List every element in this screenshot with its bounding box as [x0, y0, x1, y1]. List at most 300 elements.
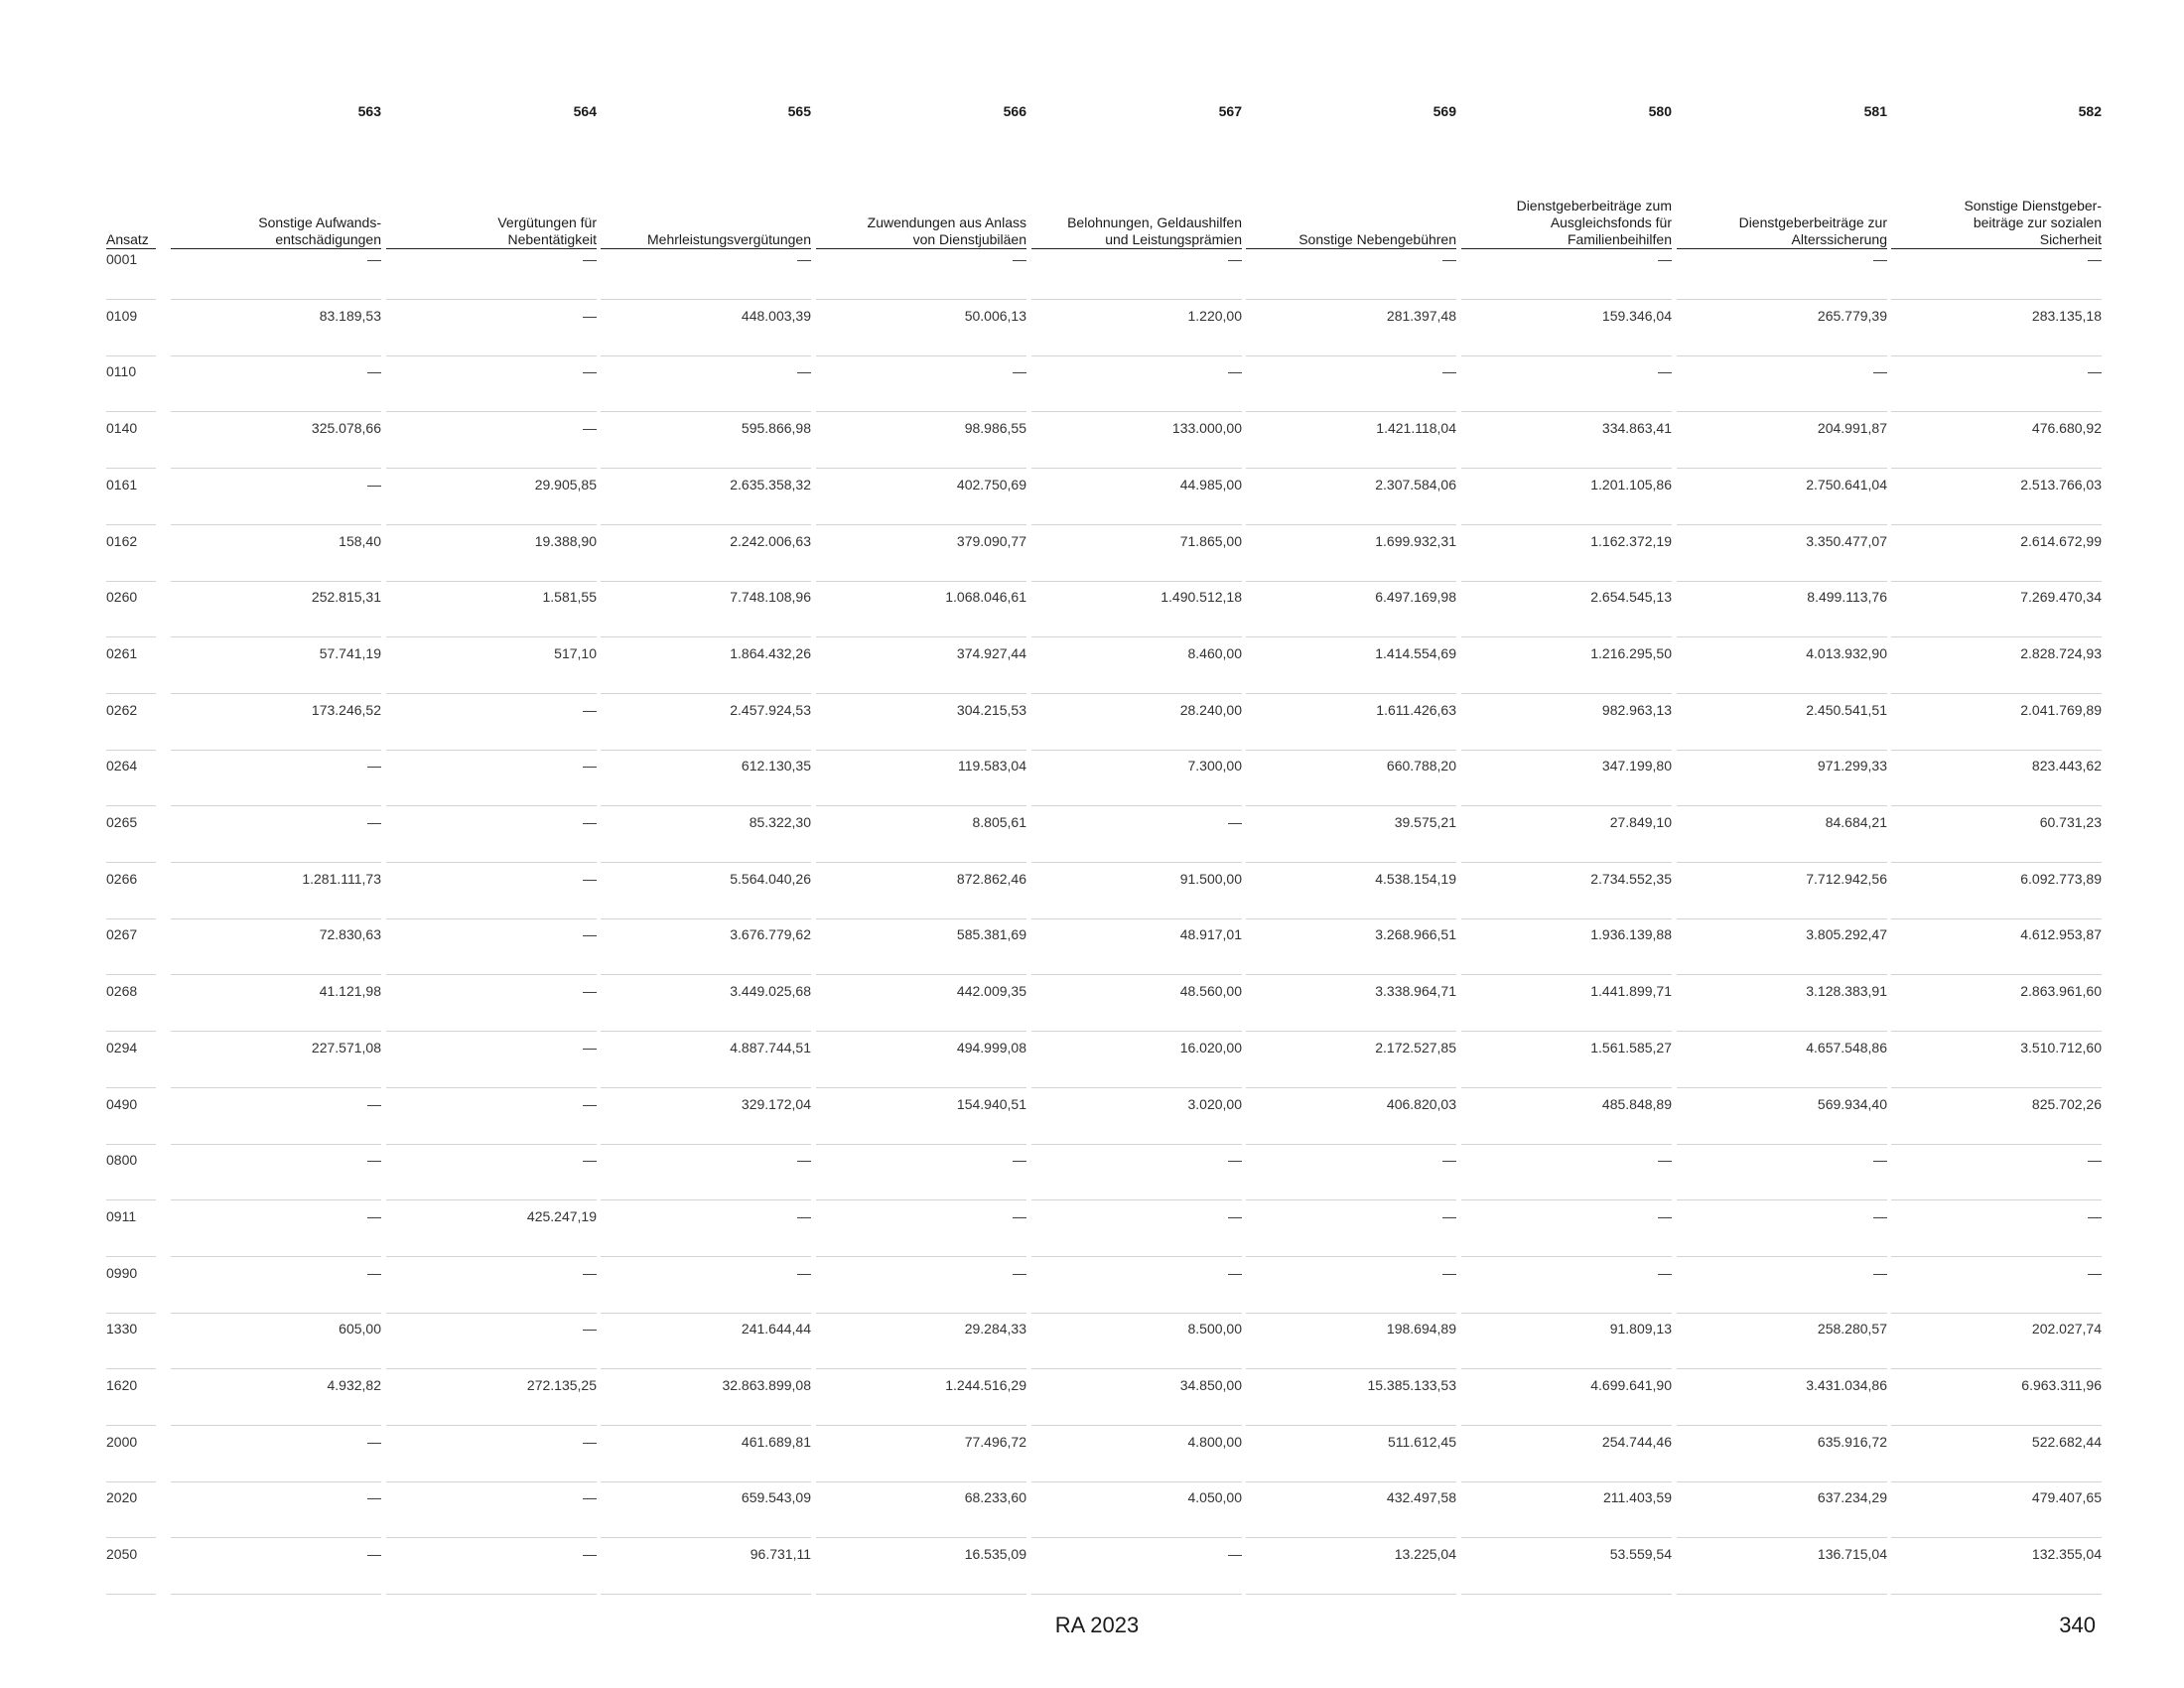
value-cell: 16.535,09: [964, 1546, 1026, 1563]
value-cell: —: [367, 814, 381, 830]
row-separator: [1246, 355, 1456, 356]
value-cell: 334.863,41: [1601, 420, 1672, 437]
value-cell: —: [1228, 1207, 1242, 1224]
table-row: [0, 1489, 2184, 1545]
column-code: 567: [1218, 103, 1242, 119]
value-cell: 494.999,08: [956, 1039, 1026, 1055]
column-header-line: von Dienstjubiläen: [912, 231, 1026, 247]
value-cell: 325.078,66: [311, 420, 381, 437]
row-separator: [106, 355, 156, 356]
row-separator: [171, 411, 381, 412]
value-cell: 13.225,04: [1394, 1546, 1456, 1563]
row-separator: [601, 1031, 811, 1032]
header-rule: [1891, 248, 2102, 249]
row-separator: [601, 1144, 811, 1145]
ansatz-cell: 0262: [106, 701, 138, 718]
row-separator: [171, 1144, 381, 1145]
value-cell: 5.564.040,26: [730, 870, 811, 887]
row-separator: [1246, 581, 1456, 582]
value-cell: —: [367, 251, 381, 267]
page-footer: [0, 1613, 2184, 1648]
value-cell: 32.863.899,08: [722, 1377, 811, 1393]
value-cell: 1.699.932,31: [1375, 532, 1456, 549]
value-cell: 4.612.953,87: [2020, 926, 2102, 943]
row-separator: [386, 468, 597, 469]
value-cell: —: [583, 251, 597, 267]
row-separator: [1031, 974, 1242, 975]
ansatz-cell: 0266: [106, 870, 138, 887]
row-separator: [1891, 468, 2102, 469]
row-separator: [1677, 524, 1887, 525]
row-separator: [601, 636, 811, 637]
row-separator: [1246, 1199, 1456, 1200]
column-header-line: Ausgleichsfonds für: [1550, 214, 1672, 230]
row-separator: [1677, 1594, 1887, 1595]
row-separator: [106, 581, 156, 582]
table-row: [0, 814, 2184, 870]
row-separator: [816, 411, 1026, 412]
header-rule: [106, 248, 156, 249]
row-separator: [171, 693, 381, 694]
column-header-line: Vergütungen für: [497, 214, 597, 230]
row-separator: [1246, 862, 1456, 863]
row-separator: [1891, 974, 2102, 975]
value-cell: —: [583, 758, 597, 774]
table-row: [0, 926, 2184, 982]
value-cell: 8.499.113,76: [1807, 589, 1887, 606]
row-separator: [171, 1537, 381, 1538]
value-cell: —: [583, 1039, 597, 1055]
row-separator: [1246, 1087, 1456, 1088]
value-cell: —: [583, 1546, 597, 1563]
value-cell: 3.338.964,71: [1375, 983, 1456, 1000]
row-separator: [386, 693, 597, 694]
row-separator: [1891, 1425, 2102, 1426]
row-separator: [1246, 299, 1456, 300]
ansatz-cell: 0990: [106, 1264, 138, 1281]
row-separator: [171, 1481, 381, 1482]
value-cell: —: [1442, 1264, 1456, 1281]
value-cell: —: [367, 1433, 381, 1450]
row-separator: [386, 524, 597, 525]
value-cell: —: [367, 1152, 381, 1169]
row-separator: [386, 862, 597, 863]
row-separator: [386, 974, 597, 975]
row-separator: [1461, 862, 1672, 863]
table-row: [0, 1040, 2184, 1095]
row-separator: [106, 299, 156, 300]
row-separator: [171, 1031, 381, 1032]
value-cell: —: [797, 1152, 811, 1169]
value-cell: 3.805.292,47: [1806, 926, 1887, 943]
row-separator: [1031, 1087, 1242, 1088]
header-ansatz: Ansatz: [106, 231, 149, 247]
value-cell: —: [1228, 814, 1242, 830]
value-cell: 198.694,89: [1386, 1321, 1456, 1337]
row-separator: [1031, 693, 1242, 694]
value-cell: 1.414.554,69: [1375, 644, 1456, 661]
row-separator: [1031, 1481, 1242, 1482]
column-code: 569: [1433, 103, 1456, 119]
table-row: [0, 702, 2184, 758]
column-header-line: und Leistungsprämien: [1105, 231, 1242, 247]
row-separator: [106, 918, 156, 919]
column-code: 581: [1863, 103, 1887, 119]
ansatz-cell: 0261: [106, 644, 138, 661]
row-separator: [1246, 974, 1456, 975]
table-row: [0, 420, 2184, 476]
row-separator: [1677, 1144, 1887, 1145]
table-row: [0, 363, 2184, 419]
value-cell: 6.092.773,89: [2020, 870, 2102, 887]
row-separator: [1891, 1481, 2102, 1482]
row-separator: [1677, 750, 1887, 751]
row-separator: [1246, 1313, 1456, 1314]
value-cell: 595.866,98: [741, 420, 811, 437]
row-separator: [171, 1087, 381, 1088]
value-cell: 3.510.712,60: [2020, 1039, 2102, 1055]
value-cell: —: [367, 758, 381, 774]
table-row: [0, 645, 2184, 701]
row-separator: [1461, 411, 1672, 412]
page-number: 340: [2059, 1613, 2096, 1637]
table-row: [0, 1546, 2184, 1602]
value-cell: 158,40: [339, 532, 381, 549]
row-separator: [601, 1425, 811, 1426]
value-cell: 425.247,19: [526, 1207, 597, 1224]
row-separator: [386, 355, 597, 356]
value-cell: 1.936.139,88: [1590, 926, 1672, 943]
row-separator: [1677, 974, 1887, 975]
ansatz-cell: 0260: [106, 589, 138, 606]
row-separator: [386, 411, 597, 412]
column-header-line: beiträge zur sozialen: [1973, 214, 2102, 230]
value-cell: —: [1228, 363, 1242, 380]
footer-report-title: RA 2023: [1054, 1613, 1140, 1637]
table-row: [0, 1265, 2184, 1321]
value-cell: —: [1013, 251, 1026, 267]
row-separator: [601, 918, 811, 919]
row-separator: [816, 1537, 1026, 1538]
row-separator: [386, 1256, 597, 1257]
column-header-line: entschädigungen: [275, 231, 381, 247]
row-separator: [1461, 636, 1672, 637]
ansatz-cell: 1330: [106, 1321, 138, 1337]
row-separator: [1677, 355, 1887, 356]
value-cell: —: [1873, 1207, 1887, 1224]
value-cell: 1.441.899,71: [1590, 983, 1672, 1000]
value-cell: 4.050,00: [1187, 1489, 1242, 1506]
value-cell: 281.397,48: [1386, 307, 1456, 324]
ansatz-cell: 0109: [106, 307, 138, 324]
value-cell: 304.215,53: [956, 701, 1026, 718]
row-separator: [1246, 1425, 1456, 1426]
row-separator: [1677, 805, 1887, 806]
value-cell: 34.850,00: [1179, 1377, 1242, 1393]
value-cell: 1.561.585,27: [1590, 1039, 1672, 1055]
row-separator: [601, 1313, 811, 1314]
value-cell: —: [367, 1489, 381, 1506]
value-cell: —: [583, 363, 597, 380]
row-separator: [816, 1481, 1026, 1482]
row-separator: [1246, 1481, 1456, 1482]
value-cell: 3.449.025,68: [730, 983, 811, 1000]
value-cell: 3.350.477,07: [1806, 532, 1887, 549]
row-separator: [1031, 411, 1242, 412]
value-cell: 2.828.724,93: [2020, 644, 2102, 661]
row-separator: [1677, 581, 1887, 582]
row-separator: [1891, 1594, 2102, 1595]
row-separator: [1031, 581, 1242, 582]
value-cell: —: [1442, 1207, 1456, 1224]
row-separator: [106, 524, 156, 525]
ansatz-cell: 0800: [106, 1152, 138, 1169]
row-separator: [1891, 355, 2102, 356]
row-separator: [1461, 581, 1672, 582]
row-separator: [816, 355, 1026, 356]
header-rule: [816, 248, 1026, 249]
row-separator: [816, 805, 1026, 806]
value-cell: 8.460,00: [1187, 644, 1242, 661]
row-separator: [106, 1313, 156, 1314]
row-separator: [106, 1425, 156, 1426]
value-cell: 406.820,03: [1386, 1095, 1456, 1112]
row-separator: [106, 974, 156, 975]
value-cell: 585.381,69: [956, 926, 1026, 943]
value-cell: 254.744,46: [1601, 1433, 1672, 1450]
row-separator: [106, 411, 156, 412]
value-cell: —: [583, 701, 597, 718]
ansatz-cell: 0110: [106, 363, 137, 380]
value-cell: 71.865,00: [1179, 532, 1242, 549]
row-separator: [386, 1594, 597, 1595]
row-separator: [171, 1199, 381, 1200]
row-separator: [171, 1313, 381, 1314]
row-separator: [816, 1368, 1026, 1369]
value-cell: —: [1658, 251, 1672, 267]
row-separator: [1677, 1537, 1887, 1538]
row-separator: [1031, 468, 1242, 469]
column-header: [601, 231, 811, 248]
column-header-line: Mehrleistungsvergütungen: [647, 231, 811, 247]
value-cell: 4.699.641,90: [1590, 1377, 1672, 1393]
value-cell: 432.497,58: [1386, 1489, 1456, 1506]
value-cell: 211.403,59: [1602, 1489, 1672, 1506]
row-separator: [601, 299, 811, 300]
row-separator: [1246, 1144, 1456, 1145]
row-separator: [171, 750, 381, 751]
value-cell: 15.385.133,53: [1367, 1377, 1456, 1393]
row-separator: [1246, 411, 1456, 412]
value-cell: 8.500,00: [1187, 1321, 1242, 1337]
value-cell: 374.927,44: [956, 644, 1026, 661]
value-cell: 19.388,90: [534, 532, 597, 549]
value-cell: 2.654.545,13: [1590, 589, 1672, 606]
row-separator: [1677, 1031, 1887, 1032]
row-separator: [386, 1368, 597, 1369]
value-cell: —: [1013, 1152, 1026, 1169]
row-separator: [1891, 918, 2102, 919]
row-separator: [386, 1031, 597, 1032]
value-cell: 4.657.548,86: [1806, 1039, 1887, 1055]
value-cell: 569.934,40: [1817, 1095, 1887, 1112]
header-rule: [1031, 248, 1242, 249]
value-cell: —: [367, 1095, 381, 1112]
row-separator: [1461, 918, 1672, 919]
row-separator: [1677, 1481, 1887, 1482]
value-cell: —: [797, 363, 811, 380]
value-cell: —: [583, 1264, 597, 1281]
table-row: [0, 1321, 2184, 1376]
value-cell: 159.346,04: [1601, 307, 1672, 324]
value-cell: 29.905,85: [534, 476, 597, 492]
value-cell: —: [583, 420, 597, 437]
value-cell: 133.000,00: [1171, 420, 1242, 437]
row-separator: [1677, 862, 1887, 863]
table-row: [0, 477, 2184, 532]
value-cell: 16.020,00: [1179, 1039, 1242, 1055]
row-separator: [1246, 524, 1456, 525]
row-separator: [386, 1313, 597, 1314]
row-separator: [171, 468, 381, 469]
value-cell: 2.614.672,99: [2020, 532, 2102, 549]
row-separator: [1461, 468, 1672, 469]
value-cell: 347.199,80: [1601, 758, 1672, 774]
row-separator: [1891, 1031, 2102, 1032]
table-row: [0, 308, 2184, 363]
row-separator: [1246, 1594, 1456, 1595]
value-cell: —: [583, 1095, 597, 1112]
row-separator: [171, 862, 381, 863]
value-cell: 479.407,65: [2031, 1489, 2102, 1506]
row-separator: [1461, 805, 1672, 806]
row-separator: [386, 299, 597, 300]
ansatz-cell: 2050: [106, 1546, 138, 1563]
value-cell: 39.575,21: [1394, 814, 1456, 830]
value-cell: 57.741,19: [319, 644, 381, 661]
value-cell: 72.830,63: [319, 926, 381, 943]
row-separator: [171, 805, 381, 806]
value-cell: —: [2088, 1264, 2102, 1281]
row-separator: [601, 355, 811, 356]
row-separator: [1677, 411, 1887, 412]
value-cell: 28.240,00: [1179, 701, 1242, 718]
ansatz-cell: 0911: [106, 1207, 137, 1224]
value-cell: 4.800,00: [1187, 1433, 1242, 1450]
value-cell: 1.216.295,50: [1590, 644, 1672, 661]
row-separator: [106, 1481, 156, 1482]
value-cell: 511.612,45: [1387, 1433, 1456, 1450]
value-cell: 44.985,00: [1179, 476, 1242, 492]
row-separator: [386, 1144, 597, 1145]
value-cell: 982.963,13: [1601, 701, 1672, 718]
row-separator: [1031, 1313, 1242, 1314]
column-code: 564: [573, 103, 597, 119]
table-row: [0, 533, 2184, 589]
row-separator: [601, 1537, 811, 1538]
value-cell: 3.128.383,91: [1806, 983, 1887, 1000]
table-row: [0, 871, 2184, 926]
value-cell: 2.172.527,85: [1375, 1039, 1456, 1055]
value-cell: 402.750,69: [956, 476, 1026, 492]
value-cell: 1.068.046,61: [945, 589, 1026, 606]
row-separator: [1677, 1368, 1887, 1369]
value-cell: 119.583,04: [957, 758, 1026, 774]
value-cell: 3.020,00: [1187, 1095, 1242, 1112]
row-separator: [1891, 1087, 2102, 1088]
row-separator: [1677, 1313, 1887, 1314]
value-cell: —: [367, 476, 381, 492]
row-separator: [601, 1256, 811, 1257]
row-separator: [601, 693, 811, 694]
row-separator: [1031, 1425, 1242, 1426]
row-separator: [601, 750, 811, 751]
value-cell: 485.848,89: [1601, 1095, 1672, 1112]
column-header-line: Alterssicherung: [1791, 231, 1887, 247]
value-cell: 1.864.432,26: [730, 644, 811, 661]
row-separator: [171, 581, 381, 582]
value-cell: 517,10: [554, 644, 597, 661]
row-separator: [1246, 1368, 1456, 1369]
header-rule: [386, 248, 597, 249]
ansatz-cell: 0265: [106, 814, 138, 830]
row-separator: [171, 918, 381, 919]
row-separator: [601, 862, 811, 863]
value-cell: 1.244.516,29: [945, 1377, 1026, 1393]
row-separator: [1677, 1199, 1887, 1200]
value-cell: 252.815,31: [311, 589, 381, 606]
row-separator: [1031, 355, 1242, 356]
value-cell: 872.862,46: [956, 870, 1026, 887]
value-cell: —: [797, 1207, 811, 1224]
row-separator: [1031, 1199, 1242, 1200]
row-separator: [1891, 1313, 2102, 1314]
row-separator: [1461, 1199, 1672, 1200]
value-cell: 84.684,21: [1825, 814, 1887, 830]
table-row: [0, 983, 2184, 1039]
value-cell: 8.805,61: [972, 814, 1026, 830]
row-separator: [1677, 1087, 1887, 1088]
value-cell: —: [1873, 363, 1887, 380]
value-cell: 379.090,77: [956, 532, 1026, 549]
row-separator: [1677, 693, 1887, 694]
ansatz-cell: 0268: [106, 983, 138, 1000]
ansatz-cell: 0140: [106, 420, 138, 437]
row-separator: [171, 1256, 381, 1257]
row-separator: [1031, 1144, 1242, 1145]
column-header: [171, 214, 381, 248]
value-cell: —: [583, 1433, 597, 1450]
row-separator: [171, 299, 381, 300]
header-rule: [1677, 248, 1887, 249]
header-rule: [1461, 248, 1672, 249]
value-cell: 258.280,57: [1817, 1321, 1887, 1337]
row-separator: [1461, 1537, 1672, 1538]
row-separator: [171, 636, 381, 637]
row-separator: [171, 1425, 381, 1426]
column-header: [1246, 231, 1456, 248]
value-cell: 2.242.006,63: [730, 532, 811, 549]
row-separator: [816, 1313, 1026, 1314]
row-separator: [1677, 636, 1887, 637]
row-separator: [1246, 1031, 1456, 1032]
row-separator: [386, 1537, 597, 1538]
value-cell: 2.734.552,35: [1590, 870, 1672, 887]
row-separator: [106, 1368, 156, 1369]
row-separator: [601, 468, 811, 469]
row-separator: [386, 1481, 597, 1482]
value-cell: 3.268.966,51: [1375, 926, 1456, 943]
